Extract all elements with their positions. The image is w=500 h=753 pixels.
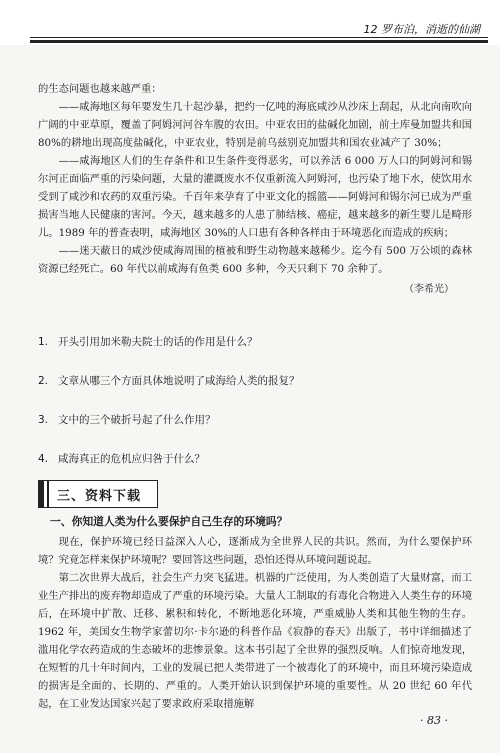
- header-rule-thin: [30, 37, 488, 38]
- section-paragraph: 现在，保护环境已经日益深入人心，逐渐成为全世界人民的共识。然而，为什么要保护环境？究竟怎样来保护环境呢？要回答这些问题，恐怕还得从环境问题说起。: [38, 536, 472, 566]
- question-text: 文中的三个破折号起了什么作用？: [58, 414, 216, 426]
- section-paragraph: 第二次世界大战后，社会生产力突飞猛进。机器的广泛使用，为人类创造了大量财富，而工业生产排出的废弃物却造成了严重的环境污染。大量人工制取的有毒化合物进入人类生存的环境后，在环境中扩散、迁移、累积和转化，不断地恶化环境，严重威胁人类和其他生物的生存。1962 年，美国女生物学家蕾切尔·卡尔逊的科普作品《寂静的春天》出版了，书中详细描述了滥用化学农药造成的生态破坏的悲惨景象。这本书引起了全世界的强烈反响。人们惊奇地发现，在短暂的几十年时间内，工业的发展已把人类带进了一个被毒化了的环境中，而且环境污染造成的损害是全面的、长期的、严重的。人类开始认识到保护环境的重要性。从 20 世纪 60 年代起，在工业发达国家兴起了要求政府采取措施解: [38, 572, 472, 710]
- article-paragraph: ——迷天蔽日的咸沙使咸海周围的植被和野生动物越来越稀少。迄今有 500 万公顷的森林资源已经死亡。60 年代以前咸海有鱼类 600 多种，今天只剩下 70 余种了。: [38, 245, 472, 275]
- section-subheading: 一、你知道人类为什么要保护自己生存的环境吗？: [50, 515, 288, 528]
- chapter-title: 12 罗布泊，消逝的仙湖: [363, 23, 480, 36]
- section-title-banner: [38, 480, 158, 508]
- question-item: [38, 451, 458, 466]
- question-item: [38, 412, 458, 427]
- article-paragraph: ——咸海地区人们的生存条件和卫生条件变得恶劣，可以养活 6 000 万人口的阿姆河和锡尔河正面临严重的污染问题，大量的灌溉废水不仅重新流入阿姆河，也污染了地下水，使饮用水受到了咸沙和农药的双重污染。千百年来孕育了中亚文化的摇篮——阿姆河和锡尔河已成为严重损害当地人民健康的害河。今天，越来越多的人患了肺结核、癌症，越来越多的新生婴儿是畸形儿。1989 年的普查表明，咸海地区 30%的人口患有各种各样由于环境恶化而造成的疾病；: [38, 155, 472, 239]
- question-number: 1.: [38, 336, 49, 348]
- resource-section: [38, 514, 472, 713]
- banner-bar: [47, 481, 49, 507]
- question-item: [38, 373, 458, 388]
- section-title: 三、资料下载: [57, 488, 142, 504]
- page-header: [0, 0, 500, 45]
- page-number: · 83 ·: [420, 714, 448, 727]
- question-number: 2.: [38, 375, 49, 387]
- header-rule-thick: [30, 40, 488, 43]
- article-body: [38, 80, 472, 295]
- article-author: （李希光）: [404, 284, 454, 295]
- article-paragraph: 的生态问题也越来越严重：: [38, 83, 162, 95]
- question-number: 3.: [38, 414, 49, 426]
- question-text: 开头引用加米勒夫院士的话的作用是什么？: [58, 336, 258, 348]
- question-item: [38, 334, 458, 349]
- question-text: 文章从哪三个方面具体地说明了咸海给人类的报复？: [58, 375, 300, 387]
- question-number: 4.: [38, 453, 49, 465]
- question-text: 咸海真正的危机应归咎于什么？: [58, 453, 205, 465]
- article-paragraph: ——咸海地区每年要发生几十起沙暴，把约一亿吨的海底咸沙从沙床上刮起，从北向南吹向广阔的中亚草原，覆盖了阿姆河河谷车腹的农田。中亚农田的盐碱化加剧，前土库曼加盟共和国 80%的耕地出现高度盐碱化，中亚农业，特别是前乌兹别克加盟共和国农业减产了 30%；: [38, 101, 472, 149]
- question-list: [38, 334, 458, 490]
- banner-bar: [39, 481, 44, 507]
